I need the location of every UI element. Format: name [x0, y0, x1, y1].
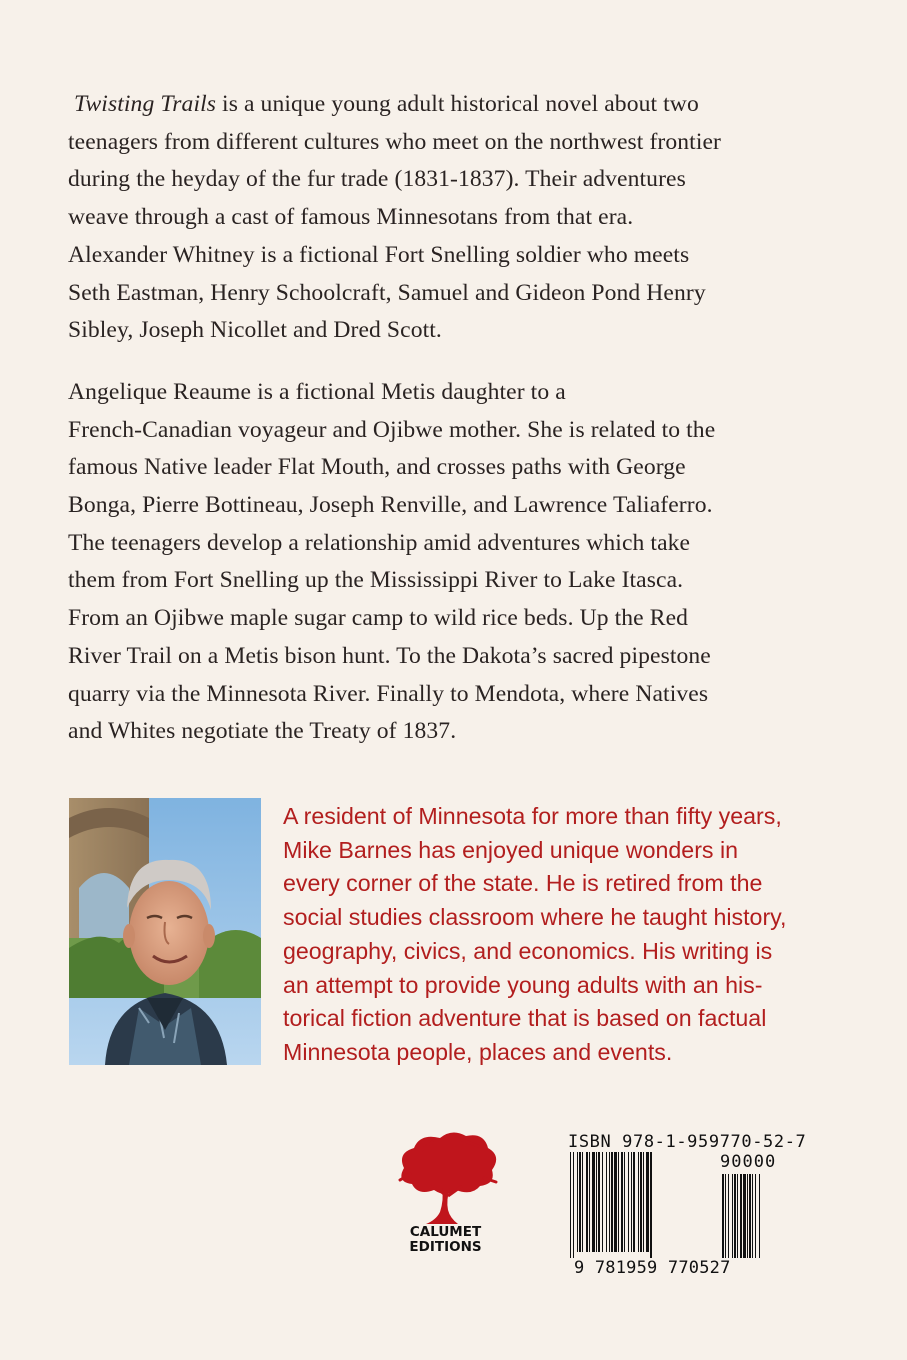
author-bio-line: social studies classroom where he taught history,: [283, 904, 787, 931]
author-bio-line: Minnesota people, places and events.: [283, 1038, 673, 1065]
synopsis-line: Alexander Whitney is a fictional Fort Snelling soldier who meets: [68, 241, 690, 268]
author-bio-line: Mike Barnes has enjoyed unique wonders in: [283, 836, 739, 863]
synopsis-line: From an Ojibwe maple sugar camp to wild rice beds. Up the Red: [68, 605, 689, 632]
synopsis-paragraph-1: [68, 86, 848, 350]
synopsis-line: teenagers from different cultures who meet on the northwest frontier: [68, 128, 722, 155]
synopsis-line: Angelique Reaume is a fictional Metis daughter to a: [68, 378, 566, 405]
synopsis-line: The teenagers develop a relationship amid adventures which take: [68, 529, 691, 556]
synopsis-line: and Whites negotiate the Treaty of 1837.: [68, 718, 457, 745]
synopsis-text: is a unique young adult historical novel about two: [216, 91, 699, 117]
publisher-logo-text: [378, 1225, 513, 1255]
publisher-name-line-1: CALUMET: [409, 1224, 482, 1240]
synopsis-line: [68, 86, 848, 124]
author-bio-line: every corner of the state. He is retired from the: [283, 870, 763, 897]
ean-number: 9 781959 770527: [574, 1258, 731, 1278]
author-photo: [69, 798, 261, 1065]
barcode-addon-number: 90000: [720, 1152, 777, 1172]
publisher-name-line-2: EDITIONS: [409, 1239, 482, 1255]
barcode-bars: [568, 1152, 790, 1260]
isbn-label: ISBN 978-1-959770-52-7: [568, 1132, 807, 1152]
book-synopsis: [68, 86, 848, 751]
author-bio-line: torical fiction adventure that is based on factual: [283, 1005, 767, 1032]
synopsis-line: them from Fort Snelling up the Mississippi River to Lake Itasca.: [68, 567, 684, 594]
author-bio: [283, 800, 863, 1070]
synopsis-line: quarry via the Minnesota River. Finally to Mendota, where Natives: [68, 680, 709, 707]
synopsis-line: Seth Eastman, Henry Schoolcraft, Samuel and Gideon Pond Henry: [68, 279, 706, 306]
author-bio-line: an attempt to provide young adults with an his-: [283, 971, 763, 998]
synopsis-line: French-Canadian voyageur and Ojibwe mother. She is related to the: [68, 416, 716, 443]
synopsis-line: River Trail on a Metis bison hunt. To the Dakota’s sacred pipestone: [68, 642, 711, 669]
author-bio-line: geography, civics, and economics. His writing is: [283, 937, 773, 964]
author-bio-line: A resident of Minnesota for more than fifty years,: [283, 803, 782, 829]
synopsis-line: during the heyday of the fur trade (1831-1837). Their adventures: [68, 166, 686, 193]
synopsis-line: Bonga, Pierre Bottineau, Joseph Renville, and Lawrence Taliaferro.: [68, 492, 713, 519]
book-title: Twisting Trails: [74, 91, 217, 117]
synopsis-line: famous Native leader Flat Mouth, and crosses paths with George: [68, 454, 686, 481]
synopsis-paragraph-2: [68, 374, 848, 751]
synopsis-line: weave through a cast of famous Minnesotans from that era.: [68, 204, 634, 231]
synopsis-line: Sibley, Joseph Nicollet and Dred Scott.: [68, 317, 442, 344]
isbn-barcode: [568, 1132, 807, 1280]
